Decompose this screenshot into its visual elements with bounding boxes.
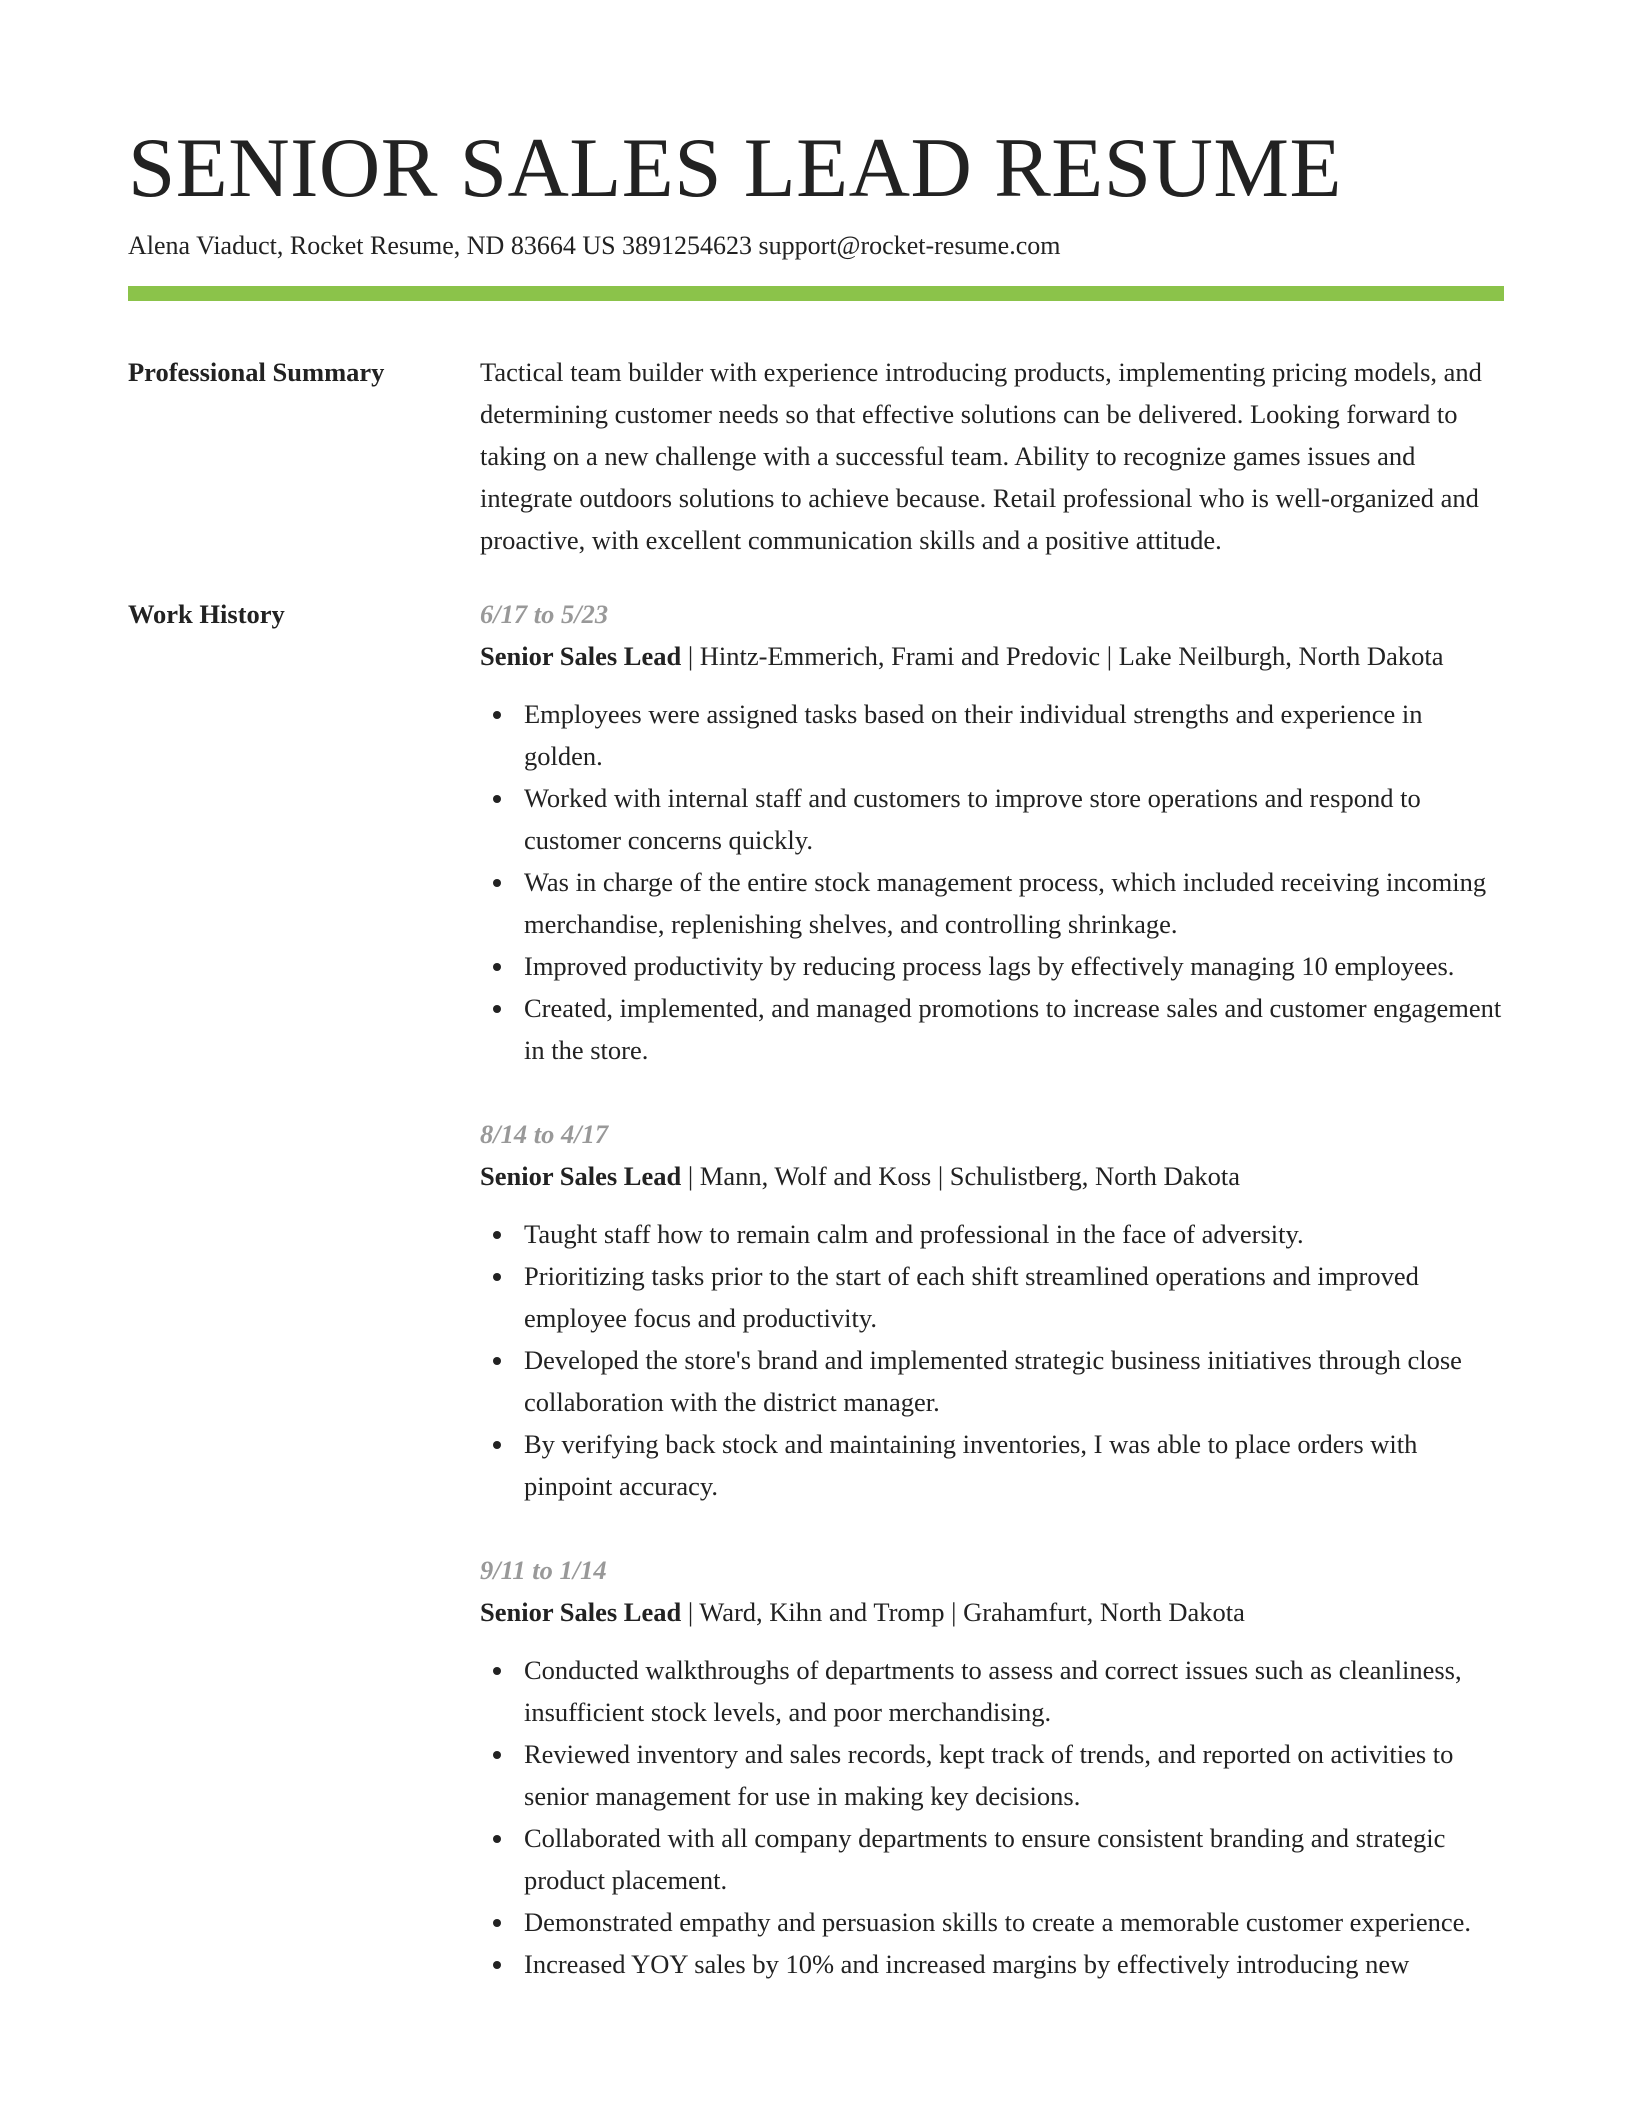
section-content <box>480 351 1504 561</box>
job-entry <box>480 593 1504 1071</box>
job-heading <box>480 1591 1504 1633</box>
bullet-text: Taught staff how to remain calm and professional in the face of adversity. <box>524 1219 1304 1249</box>
bullet-icon <box>493 711 501 719</box>
bullet-text: Increased YOY sales by 10% and increased margins by effectively introducing new <box>524 1949 1410 1979</box>
job-bullet-list <box>480 1213 1504 1507</box>
bullet-text: Improved productivity by reducing process lags by effectively managing 10 employees. <box>524 951 1455 981</box>
list-item <box>480 1901 1504 1943</box>
list-item <box>480 1943 1504 1985</box>
job-bullet-list <box>480 1649 1504 1985</box>
job-bullet-list <box>480 693 1504 1071</box>
bullet-text: Was in charge of the entire stock management process, which included receiving incoming merchandise, replenishing shelves, and controlling shrinkage. <box>524 867 1487 939</box>
bullet-icon <box>493 963 501 971</box>
job-entry <box>480 1113 1504 1507</box>
list-item <box>480 945 1504 987</box>
summary-text: Tactical team builder with experience introducing products, implementing pricing models, and determining customer needs so that effective solutions can be delivered. Looking forward to taking on a new challenge with a successful team. Ability to recognize games issues and integrate outdoors solutions to achieve because. Retail professional who is well-organized and proactive, with excellent communication skills and a positive attitude. <box>480 357 1482 555</box>
list-item <box>480 987 1504 1071</box>
bullet-icon <box>493 879 501 887</box>
section-heading: Professional Summary <box>128 357 385 387</box>
bullet-text: Employees were assigned tasks based on their individual strengths and experience in golden. <box>524 699 1423 771</box>
list-item <box>480 1817 1504 1901</box>
bullet-text: Developed the store's brand and implemented strategic business initiatives through close collaboration with the district manager. <box>524 1345 1462 1417</box>
job-company-location: | Ward, Kihn and Tromp | Grahamfurt, North Dakota <box>681 1597 1245 1627</box>
job-heading <box>480 635 1504 677</box>
list-item <box>480 1213 1504 1255</box>
bullet-icon <box>493 1441 501 1449</box>
job-list <box>480 593 1504 2027</box>
bullet-text: Reviewed inventory and sales records, kept track of trends, and reported on activities to senior management for use in making key decisions. <box>524 1739 1454 1811</box>
bullet-icon <box>493 1961 501 1969</box>
job-dates: 6/17 to 5/23 <box>480 599 609 629</box>
bullet-icon <box>493 1919 501 1927</box>
list-item <box>480 1649 1504 1733</box>
list-item <box>480 1423 1504 1507</box>
bullet-text: By verifying back stock and maintaining inventories, I was able to place orders with pinpoint accuracy. <box>524 1429 1418 1501</box>
bullet-icon <box>493 1005 501 1013</box>
resume-page <box>128 0 1504 2027</box>
bullet-text: Collaborated with all company departments to ensure consistent branding and strategic product placement. <box>524 1823 1446 1895</box>
job-title: Senior Sales Lead <box>480 1161 682 1191</box>
job-entry <box>480 1549 1504 1985</box>
list-item <box>480 861 1504 945</box>
bullet-text: Worked with internal staff and customers to improve store operations and respond to customer concerns quickly. <box>524 783 1421 855</box>
list-item <box>480 777 1504 861</box>
job-dates: 9/11 to 1/14 <box>480 1555 607 1585</box>
bullet-text: Conducted walkthroughs of departments to assess and correct issues such as cleanliness, insufficient stock levels, and poor merchandising. <box>524 1655 1462 1727</box>
bullet-icon <box>493 1231 501 1239</box>
bullet-text: Created, implemented, and managed promotions to increase sales and customer engagement in the store. <box>524 993 1502 1065</box>
bullet-icon <box>493 1357 501 1365</box>
contact-line: Alena Viaduct, Rocket Resume, ND 83664 US 3891254623 support@rocket-resume.com <box>128 231 1061 260</box>
professional-summary-section <box>128 351 1504 561</box>
list-item <box>480 1255 1504 1339</box>
accent-divider <box>128 286 1504 301</box>
work-history-section <box>128 593 1504 2027</box>
bullet-icon <box>493 795 501 803</box>
section-heading: Work History <box>128 599 285 629</box>
job-title: Senior Sales Lead <box>480 641 682 671</box>
job-company-location: | Mann, Wolf and Koss | Schulistberg, North Dakota <box>681 1161 1241 1191</box>
list-item <box>480 693 1504 777</box>
job-company-location: | Hintz-Emmerich, Frami and Predovic | Lake Neilburgh, North Dakota <box>681 641 1444 671</box>
job-heading <box>480 1155 1504 1197</box>
bullet-text: Demonstrated empathy and persuasion skills to create a memorable customer experience. <box>524 1907 1472 1937</box>
job-title: Senior Sales Lead <box>480 1597 682 1627</box>
list-item <box>480 1733 1504 1817</box>
bullet-icon <box>493 1667 501 1675</box>
list-item <box>480 1339 1504 1423</box>
bullet-icon <box>493 1273 501 1281</box>
job-dates: 8/14 to 4/17 <box>480 1119 609 1149</box>
bullet-text: Prioritizing tasks prior to the start of each shift streamlined operations and improved employee focus and productivity. <box>524 1261 1419 1333</box>
bullet-icon <box>493 1751 501 1759</box>
bullet-icon <box>493 1835 501 1843</box>
resume-title: SENIOR SALES LEAD RESUME <box>128 121 1342 215</box>
